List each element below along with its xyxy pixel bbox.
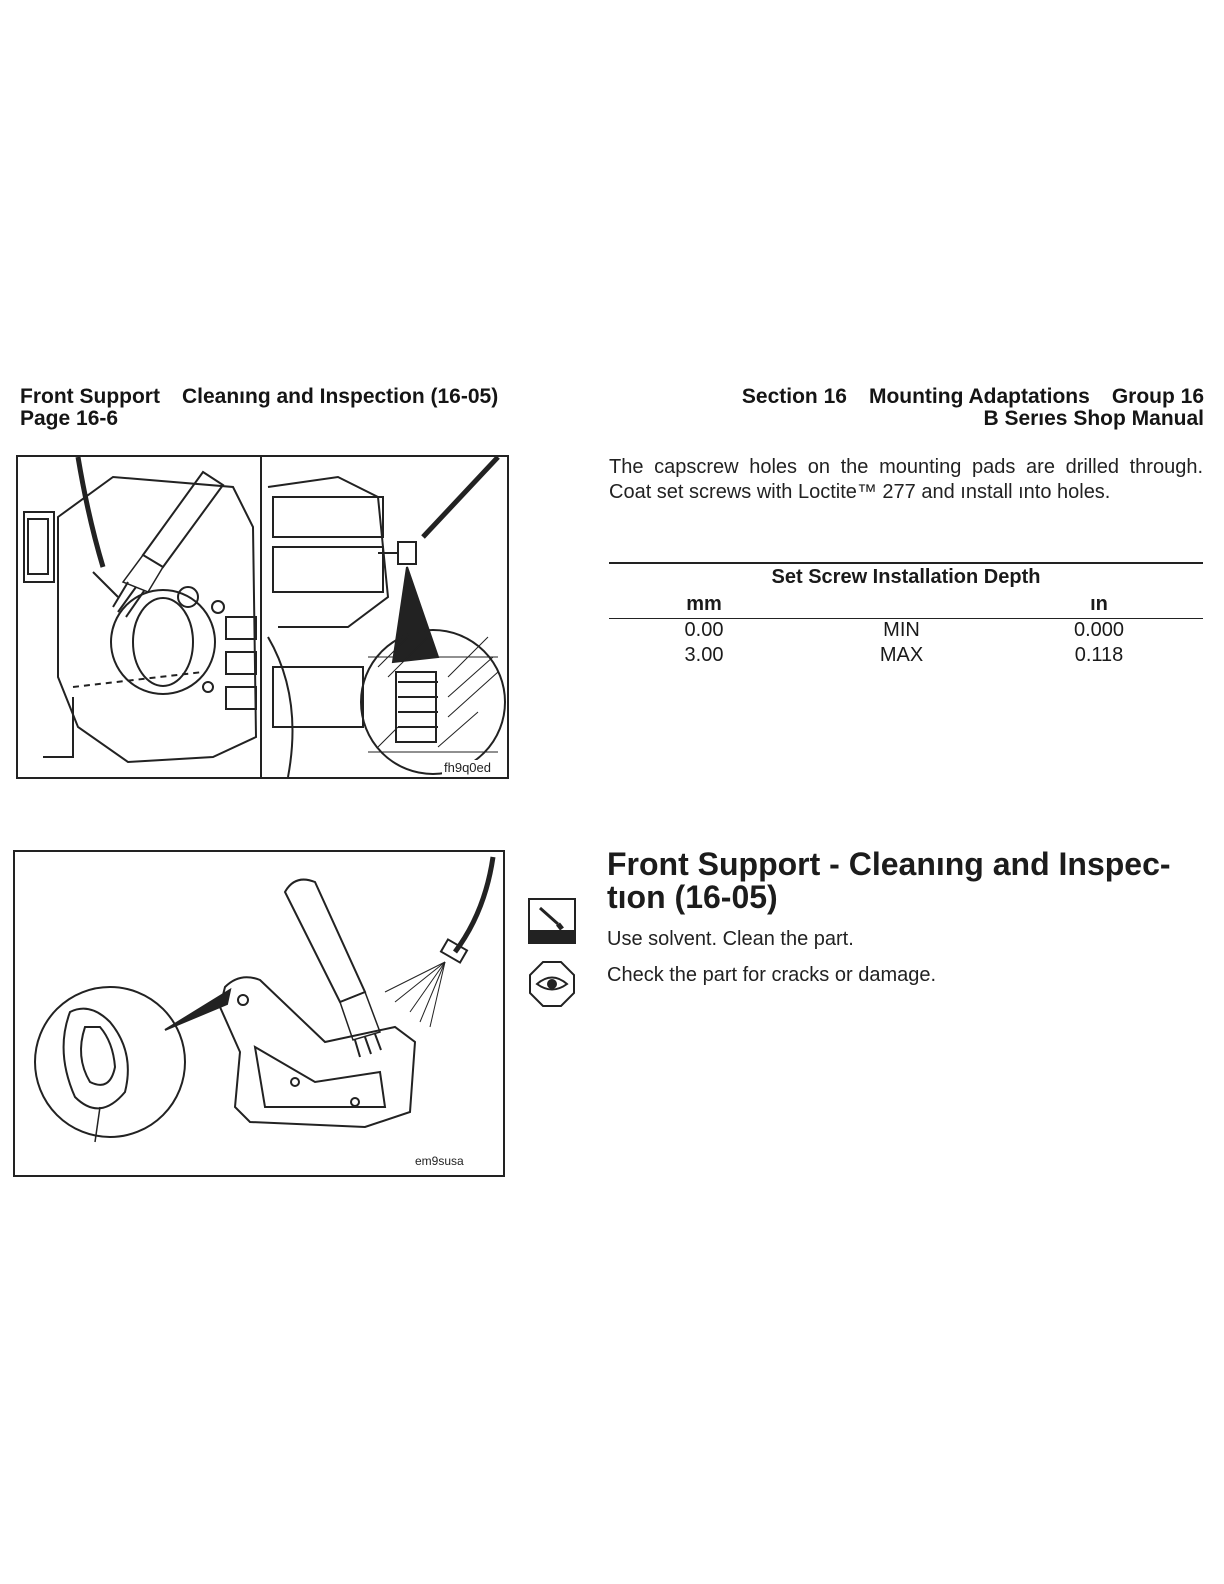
cell-mm: 0.00 [684, 619, 724, 641]
col-mm-header: mm [686, 593, 722, 615]
step-inspect-text: Check the part for cracks or damage. [607, 964, 937, 986]
table-row [609, 619, 1203, 644]
manual-title: B Serıes Shop Manual [983, 407, 1204, 430]
cell-mm: 3.00 [684, 644, 724, 666]
table-row [609, 644, 1203, 669]
cell-in: 0.118 [1074, 644, 1124, 666]
header-left-line1 [20, 386, 580, 408]
section-title-line2: tıon (16-05) [607, 879, 778, 915]
bracket-cleaning-illustration [15, 852, 503, 1175]
figure-bracket-cleaning [13, 850, 505, 1177]
page-header-right [620, 386, 1204, 430]
page-header-left [20, 386, 580, 430]
section-label: Section 16 [741, 385, 847, 408]
set-screw-depth-table [609, 562, 1203, 669]
cell-label: MAX [879, 644, 924, 666]
table-title: Set Screw Installation Depth [771, 566, 1041, 588]
figure-housing-cleaning [16, 455, 509, 779]
header-topic: Front Support [20, 385, 160, 408]
header-subtopic: Cleanıng and Inspection (16-05) [181, 385, 499, 408]
cell-label: MIN [883, 619, 920, 641]
figure-code-bottom: em9susa [415, 1154, 464, 1168]
cell-in: 0.000 [1073, 619, 1125, 641]
group-label: Group 16 [1111, 385, 1204, 408]
intro-paragraph: The capscrew holes on the mounting pads are drilled through. Coat set screws with Loctite™ 277 and ınstall ınto holes. [609, 456, 1203, 503]
housing-cleaning-illustration [18, 457, 507, 777]
section-title-line1: Front Support - Cleanıng and Inspec- [607, 846, 1171, 882]
figure-code-top: fh9q0ed [444, 760, 491, 775]
section-title [607, 848, 1197, 914]
step-clean-text: Use solvent. Clean the part. [607, 928, 854, 950]
col-in-header: ın [1090, 593, 1108, 615]
section-name: Mounting Adaptations [868, 385, 1090, 408]
page-number: Page 16-6 [20, 407, 119, 430]
inspect-eye-icon [528, 960, 576, 1008]
clean-brush-icon [528, 898, 576, 944]
header-right-line1 [620, 386, 1204, 408]
table-header-row [609, 593, 1203, 618]
